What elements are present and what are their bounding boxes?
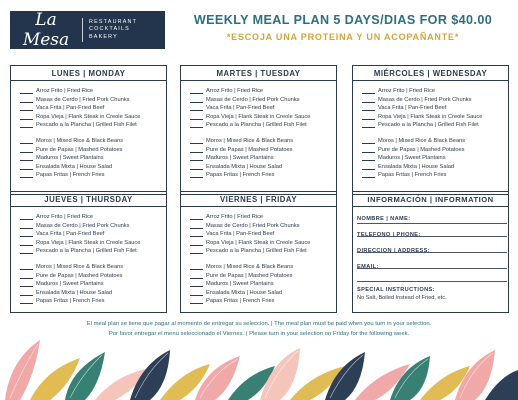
selection-blank[interactable] — [362, 169, 375, 170]
page-title: WEEKLY MEAL PLAN 5 DAYS/DIAS FOR $40.00 — [193, 13, 493, 27]
option-label: Pure de Papas | Mashed Potatoes — [206, 272, 293, 279]
selection-blank[interactable] — [20, 245, 33, 246]
option-label: Ensalada Mixta | House Salad — [378, 163, 455, 170]
email-label: EMAIL: — [357, 264, 379, 270]
selection-blank[interactable] — [190, 102, 203, 103]
selection-blank[interactable] — [20, 278, 33, 279]
selection-blank[interactable] — [362, 160, 375, 161]
option-label: Pescado a la Plancha | Grilled Fish Filet — [206, 248, 307, 254]
selection-blank[interactable] — [20, 160, 33, 161]
selection-blank[interactable] — [20, 127, 33, 128]
option-label: Maduros | Sweet Plantains — [206, 281, 274, 287]
selection-blank[interactable] — [20, 269, 33, 270]
side-option[interactable] — [362, 147, 508, 153]
selection-blank[interactable] — [190, 228, 203, 229]
day-panel-friday — [180, 191, 337, 313]
protein-option[interactable] — [20, 248, 166, 254]
selection-blank[interactable] — [20, 228, 33, 229]
selection-blank[interactable] — [362, 143, 375, 144]
info-panel — [352, 191, 509, 313]
selection-blank[interactable] — [20, 295, 33, 296]
selection-blank[interactable] — [362, 127, 375, 128]
selection-blank[interactable] — [20, 119, 33, 120]
protein-option[interactable] — [362, 88, 508, 94]
side-option[interactable] — [362, 155, 508, 161]
protein-option[interactable] — [20, 223, 166, 229]
footer-friday-note: Por favor entregar el menu seleccionado el Viernes. | Please turn in your selection on Friday for the following week. — [108, 331, 410, 337]
protein-option[interactable] — [362, 105, 508, 111]
special-instructions-note: No Salt, Boiled Instead of Fried, etc. — [357, 295, 447, 301]
option-label: Moros | Mixed Rice & Black Beans — [36, 264, 124, 270]
option-label: Arroz Frito | Fried Rice — [206, 214, 264, 220]
selection-blank[interactable] — [362, 110, 375, 111]
selection-blank[interactable] — [190, 119, 203, 120]
day-header: MARTES | TUESDAY — [181, 66, 336, 81]
protein-option[interactable] — [190, 97, 336, 103]
side-option[interactable] — [190, 273, 336, 279]
selection-blank[interactable] — [190, 278, 203, 279]
side-option[interactable] — [20, 138, 166, 144]
option-label: Masas de Cerdo | Fried Pork Chunks — [36, 222, 130, 229]
option-label: Moros | Mixed Rice & Black Beans — [206, 138, 294, 144]
protein-option[interactable] — [190, 248, 336, 254]
selection-blank[interactable] — [190, 160, 203, 161]
selection-blank[interactable] — [190, 295, 203, 296]
selection-blank[interactable] — [190, 236, 203, 237]
selection-blank[interactable] — [20, 152, 33, 153]
brand-line-cocktails: COCKTAILS — [89, 26, 130, 33]
tropical-leaves-decoration — [0, 330, 518, 400]
selection-blank[interactable] — [190, 152, 203, 153]
selection-blank[interactable] — [362, 119, 375, 120]
option-label: Ropa Vieja | Flank Steak in Creole Sauce — [36, 239, 141, 246]
selection-blank[interactable] — [20, 143, 33, 144]
option-label: Pescado a la Plancha | Grilled Fish Filet — [36, 248, 137, 254]
option-label: Maduros | Sweet Plantains — [36, 155, 104, 161]
protein-option[interactable] — [190, 122, 336, 128]
side-option[interactable] — [190, 290, 336, 296]
side-option[interactable] — [190, 264, 336, 270]
option-label: Ensalada Mixta | House Salad — [206, 289, 283, 296]
side-option[interactable] — [20, 298, 166, 304]
phone-label: TELEFONO | PHONE: — [357, 232, 421, 238]
selection-blank[interactable] — [362, 177, 375, 178]
selection-blank[interactable] — [190, 143, 203, 144]
protein-option[interactable] — [190, 88, 336, 94]
option-label: Ensalada Mixta | House Salad — [36, 289, 113, 296]
side-option[interactable] — [190, 138, 336, 144]
protein-option[interactable] — [190, 214, 336, 220]
selection-blank[interactable] — [190, 303, 203, 304]
day-panel-thursday — [10, 191, 167, 313]
option-label: Ensalada Mixta | House Salad — [36, 163, 113, 170]
selection-blank[interactable] — [362, 102, 375, 103]
selection-blank[interactable] — [20, 177, 33, 178]
protein-option[interactable] — [362, 122, 508, 128]
option-label: Moros | Mixed Rice & Black Beans — [36, 138, 124, 144]
footer-payment-note: El meal plan se tiene que pagar al momento de entregar su seleccion. | The meal plan must be paid when you turn in your selection. — [86, 321, 432, 327]
selection-blank[interactable] — [20, 110, 33, 111]
side-option[interactable] — [20, 290, 166, 296]
option-label: Papas Fritas | French Fries — [206, 298, 275, 304]
email-field[interactable] — [357, 281, 507, 282]
day-panel-tuesday — [180, 65, 337, 195]
side-option[interactable] — [362, 138, 508, 144]
day-header: VIERNES | FRIDAY — [181, 192, 336, 207]
protein-option[interactable] — [362, 97, 508, 103]
selection-blank[interactable] — [20, 236, 33, 237]
option-label: Papas Fritas | French Fries — [378, 172, 447, 178]
side-option[interactable] — [190, 172, 336, 178]
option-label: Pure de Papas | Mashed Potatoes — [206, 146, 293, 153]
selection-blank[interactable] — [190, 93, 203, 94]
option-label: Ensalada Mixta | House Salad — [206, 163, 283, 170]
option-label: Arroz Frito | Fried Rice — [206, 88, 264, 94]
protein-option[interactable] — [20, 88, 166, 94]
day-header: JUEVES | THURSDAY — [11, 192, 166, 207]
option-label: Masas de Cerdo | Fried Pork Chunks — [206, 96, 300, 103]
option-label: Vaca Frita | Pan-Fried Beef — [206, 231, 275, 237]
selection-blank[interactable] — [362, 152, 375, 153]
side-option[interactable] — [190, 147, 336, 153]
side-option[interactable] — [362, 172, 508, 178]
brand-line-restaurant: RESTAURANT — [89, 18, 138, 25]
protein-option[interactable] — [362, 114, 508, 120]
option-label: Ropa Vieja | Flank Steak in Creole Sauce — [206, 113, 311, 120]
option-label: Arroz Frito | Fried Rice — [36, 88, 94, 94]
option-label: Masas de Cerdo | Fried Pork Chunks — [206, 222, 300, 229]
side-option[interactable] — [20, 147, 166, 153]
option-label: Pescado a la Plancha | Grilled Fish Filet — [36, 122, 137, 128]
side-option[interactable] — [190, 155, 336, 161]
protein-option[interactable] — [190, 240, 336, 246]
address-field[interactable] — [357, 268, 507, 269]
protein-option[interactable] — [190, 223, 336, 229]
selection-blank[interactable] — [190, 127, 203, 128]
side-option[interactable] — [190, 281, 336, 287]
protein-option[interactable] — [20, 105, 166, 111]
option-label: Arroz Frito | Fried Rice — [378, 88, 436, 94]
option-label: Papas Fritas | French Fries — [36, 298, 105, 304]
option-label: Maduros | Sweet Plantains — [378, 155, 446, 161]
selection-blank[interactable] — [20, 93, 33, 94]
selection-blank[interactable] — [190, 219, 203, 220]
day-header: MIÉRCOLES | WEDNESDAY — [353, 66, 508, 81]
protein-option[interactable] — [20, 114, 166, 120]
brand-logo — [10, 11, 165, 49]
option-label: Vaca Frita | Pan-Fried Beef — [36, 231, 105, 237]
side-option[interactable] — [362, 164, 508, 170]
day-panel-wednesday — [352, 65, 509, 195]
protein-option[interactable] — [190, 114, 336, 120]
option-label: Masas de Cerdo | Fried Pork Chunks — [378, 96, 472, 103]
special-instructions-label: SPECIAL INSTRUCTIONS: — [357, 287, 435, 293]
protein-option[interactable] — [20, 97, 166, 103]
brand-name: La Mesa — [22, 10, 70, 50]
option-label: Vaca Frita | Pan-Fried Beef — [36, 105, 105, 111]
option-label: Ropa Vieja | Flank Steak in Creole Sauce — [378, 113, 483, 120]
protein-option[interactable] — [190, 105, 336, 111]
option-label: Papas Fritas | French Fries — [206, 172, 275, 178]
protein-option[interactable] — [20, 240, 166, 246]
name-label: NOMBRE | NAME: — [357, 216, 411, 222]
option-label: Ropa Vieja | Flank Steak in Creole Sauce — [36, 113, 141, 120]
selection-blank[interactable] — [190, 286, 203, 287]
page-subtitle: *ESCOJA UNA PROTEINA Y UN ACOPAÑANTE* — [226, 32, 460, 42]
day-header: LUNES | MONDAY — [11, 66, 166, 81]
side-option[interactable] — [190, 298, 336, 304]
side-option[interactable] — [20, 164, 166, 170]
option-label: Ropa Vieja | Flank Steak in Creole Sauce — [206, 239, 311, 246]
option-label: Arroz Frito | Fried Rice — [36, 214, 94, 220]
side-option[interactable] — [190, 164, 336, 170]
selection-blank[interactable] — [362, 93, 375, 94]
selection-blank[interactable] — [190, 253, 203, 254]
brand-tagline — [83, 19, 137, 42]
address-label: DIRECCION | ADDRESS: — [357, 248, 431, 254]
side-option[interactable] — [20, 264, 166, 270]
selection-blank[interactable] — [20, 219, 33, 220]
option-label: Maduros | Sweet Plantains — [36, 281, 104, 287]
protein-option[interactable] — [20, 214, 166, 220]
info-panel-header: INFORMACIÓN | INFORMATION — [353, 192, 508, 207]
side-option[interactable] — [20, 273, 166, 279]
option-label: Pure de Papas | Mashed Potatoes — [36, 272, 123, 279]
option-label: Papas Fritas | French Fries — [36, 172, 105, 178]
option-label: Pescado a la Plancha | Grilled Fish Filet — [206, 122, 307, 128]
protein-option[interactable] — [20, 122, 166, 128]
option-label: Vaca Frita | Pan-Fried Beef — [378, 105, 447, 111]
name-field[interactable] — [357, 223, 507, 224]
brand-line-bakery: BAKERY — [89, 33, 118, 40]
selection-blank[interactable] — [190, 245, 203, 246]
option-label: Vaca Frita | Pan-Fried Beef — [206, 105, 275, 111]
selection-blank[interactable] — [20, 303, 33, 304]
side-option[interactable] — [20, 155, 166, 161]
option-label: Moros | Mixed Rice & Black Beans — [206, 264, 294, 270]
selection-blank[interactable] — [20, 169, 33, 170]
protein-option[interactable] — [20, 231, 166, 237]
side-option[interactable] — [20, 172, 166, 178]
selection-blank[interactable] — [20, 253, 33, 254]
selection-blank[interactable] — [190, 177, 203, 178]
selection-blank[interactable] — [190, 110, 203, 111]
option-label: Maduros | Sweet Plantains — [206, 155, 274, 161]
option-label: Pescado a la Plancha | Grilled Fish Filet — [378, 122, 479, 128]
side-option[interactable] — [20, 281, 166, 287]
selection-blank[interactable] — [190, 169, 203, 170]
protein-option[interactable] — [190, 231, 336, 237]
option-label: Pure de Papas | Mashed Potatoes — [36, 146, 123, 153]
selection-blank[interactable] — [20, 102, 33, 103]
option-label: Pure de Papas | Mashed Potatoes — [378, 146, 465, 153]
option-label: Masas de Cerdo | Fried Pork Chunks — [36, 96, 130, 103]
selection-blank[interactable] — [190, 269, 203, 270]
selection-blank[interactable] — [20, 286, 33, 287]
option-label: Moros | Mixed Rice & Black Beans — [378, 138, 466, 144]
day-panel-monday — [10, 65, 167, 195]
